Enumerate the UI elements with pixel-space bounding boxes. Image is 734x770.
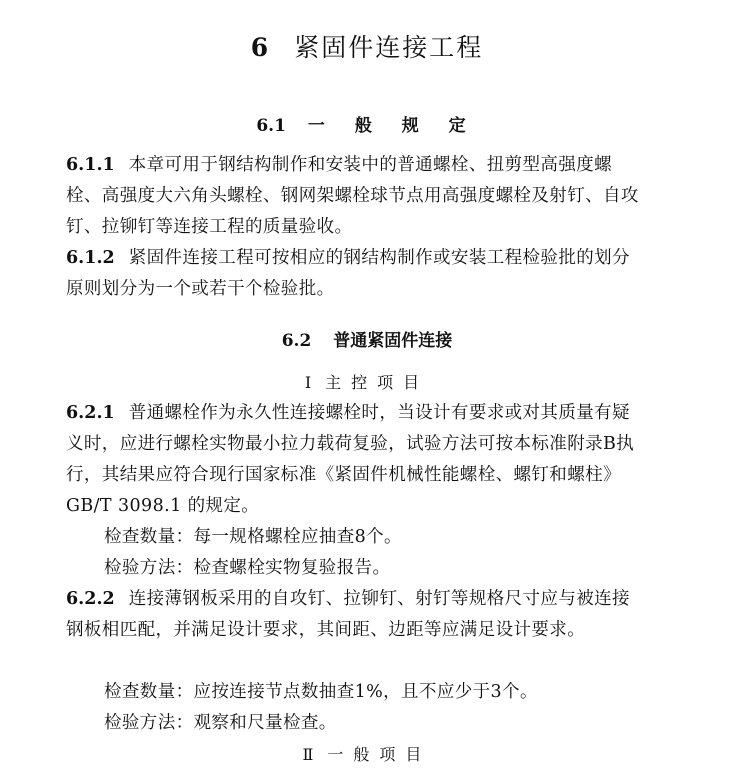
section-title: 一 般 规 定 [307,116,478,136]
section-number: 6.2 [281,331,312,351]
clause-6-1-2 [66,243,646,305]
roman-numeral: Ⅰ [304,373,312,392]
section-number: 6.1 [256,116,286,136]
roman-numeral: Ⅱ [302,745,314,764]
check-method-6-2-1: 检验方法：检查螺栓实物复验报告。 [104,558,391,578]
clause-number: 6.1.1 [66,155,115,175]
clause-text: 普通螺栓作为永久性连接螺栓时，当设计有要求或对其质量有疑义时，应进行螺栓实物最小拉力载荷复验，试验方法可按本标准附录B执行，其结果应符合现行国家标准《紧固件机械性能螺栓、螺钉和螺柱》GB/T 3098.1 的规定。 [66,403,635,516]
clause-number: 6.2.2 [66,589,115,609]
section-6-2-heading [0,326,734,351]
subsection-main-items [0,370,734,393]
clause-6-2-1 [66,398,646,522]
check-quantity-6-2-2: 检查数量：应按连接节点数抽查1%，且不应少于3个。 [104,682,538,702]
clause-text: 本章可用于钢结构制作和安装中的普通螺栓、扭剪型高强度螺栓、高强度大六角头螺栓、钢网架螺栓球节点用高强度螺栓及射钉、自攻钉、拉铆钉等连接工程的质量验收。 [66,155,639,237]
clause-text: 紧固件连接工程可按相应的钢结构制作或安装工程检验批的划分原则划分为一个或若干个检验批。 [66,248,630,299]
chapter-name: 紧固件连接工程 [294,33,484,62]
clause-number: 6.1.2 [66,248,115,268]
chapter-number: 6 [250,33,271,62]
subsection-title: 一般项目 [327,745,432,764]
check-quantity-6-2-1: 检查数量：每一规格螺栓应抽查8个。 [104,527,402,547]
subsection-title: 主控项目 [325,373,430,392]
subsection-general-items [0,742,734,765]
clause-number: 6.2.1 [66,403,115,423]
check-method-6-2-2: 检验方法：观察和尺量检查。 [104,713,337,733]
section-6-1-heading [0,111,734,136]
clause-6-2-2 [66,584,646,646]
clause-6-1-1 [66,150,646,243]
chapter-title [0,28,734,64]
section-title: 普通紧固件连接 [333,331,453,351]
clause-text: 连接薄钢板采用的自攻钉、拉铆钉、射钉等规格尺寸应与被连接钢板相匹配，并满足设计要求，其间距、边距等应满足设计要求。 [66,589,630,640]
